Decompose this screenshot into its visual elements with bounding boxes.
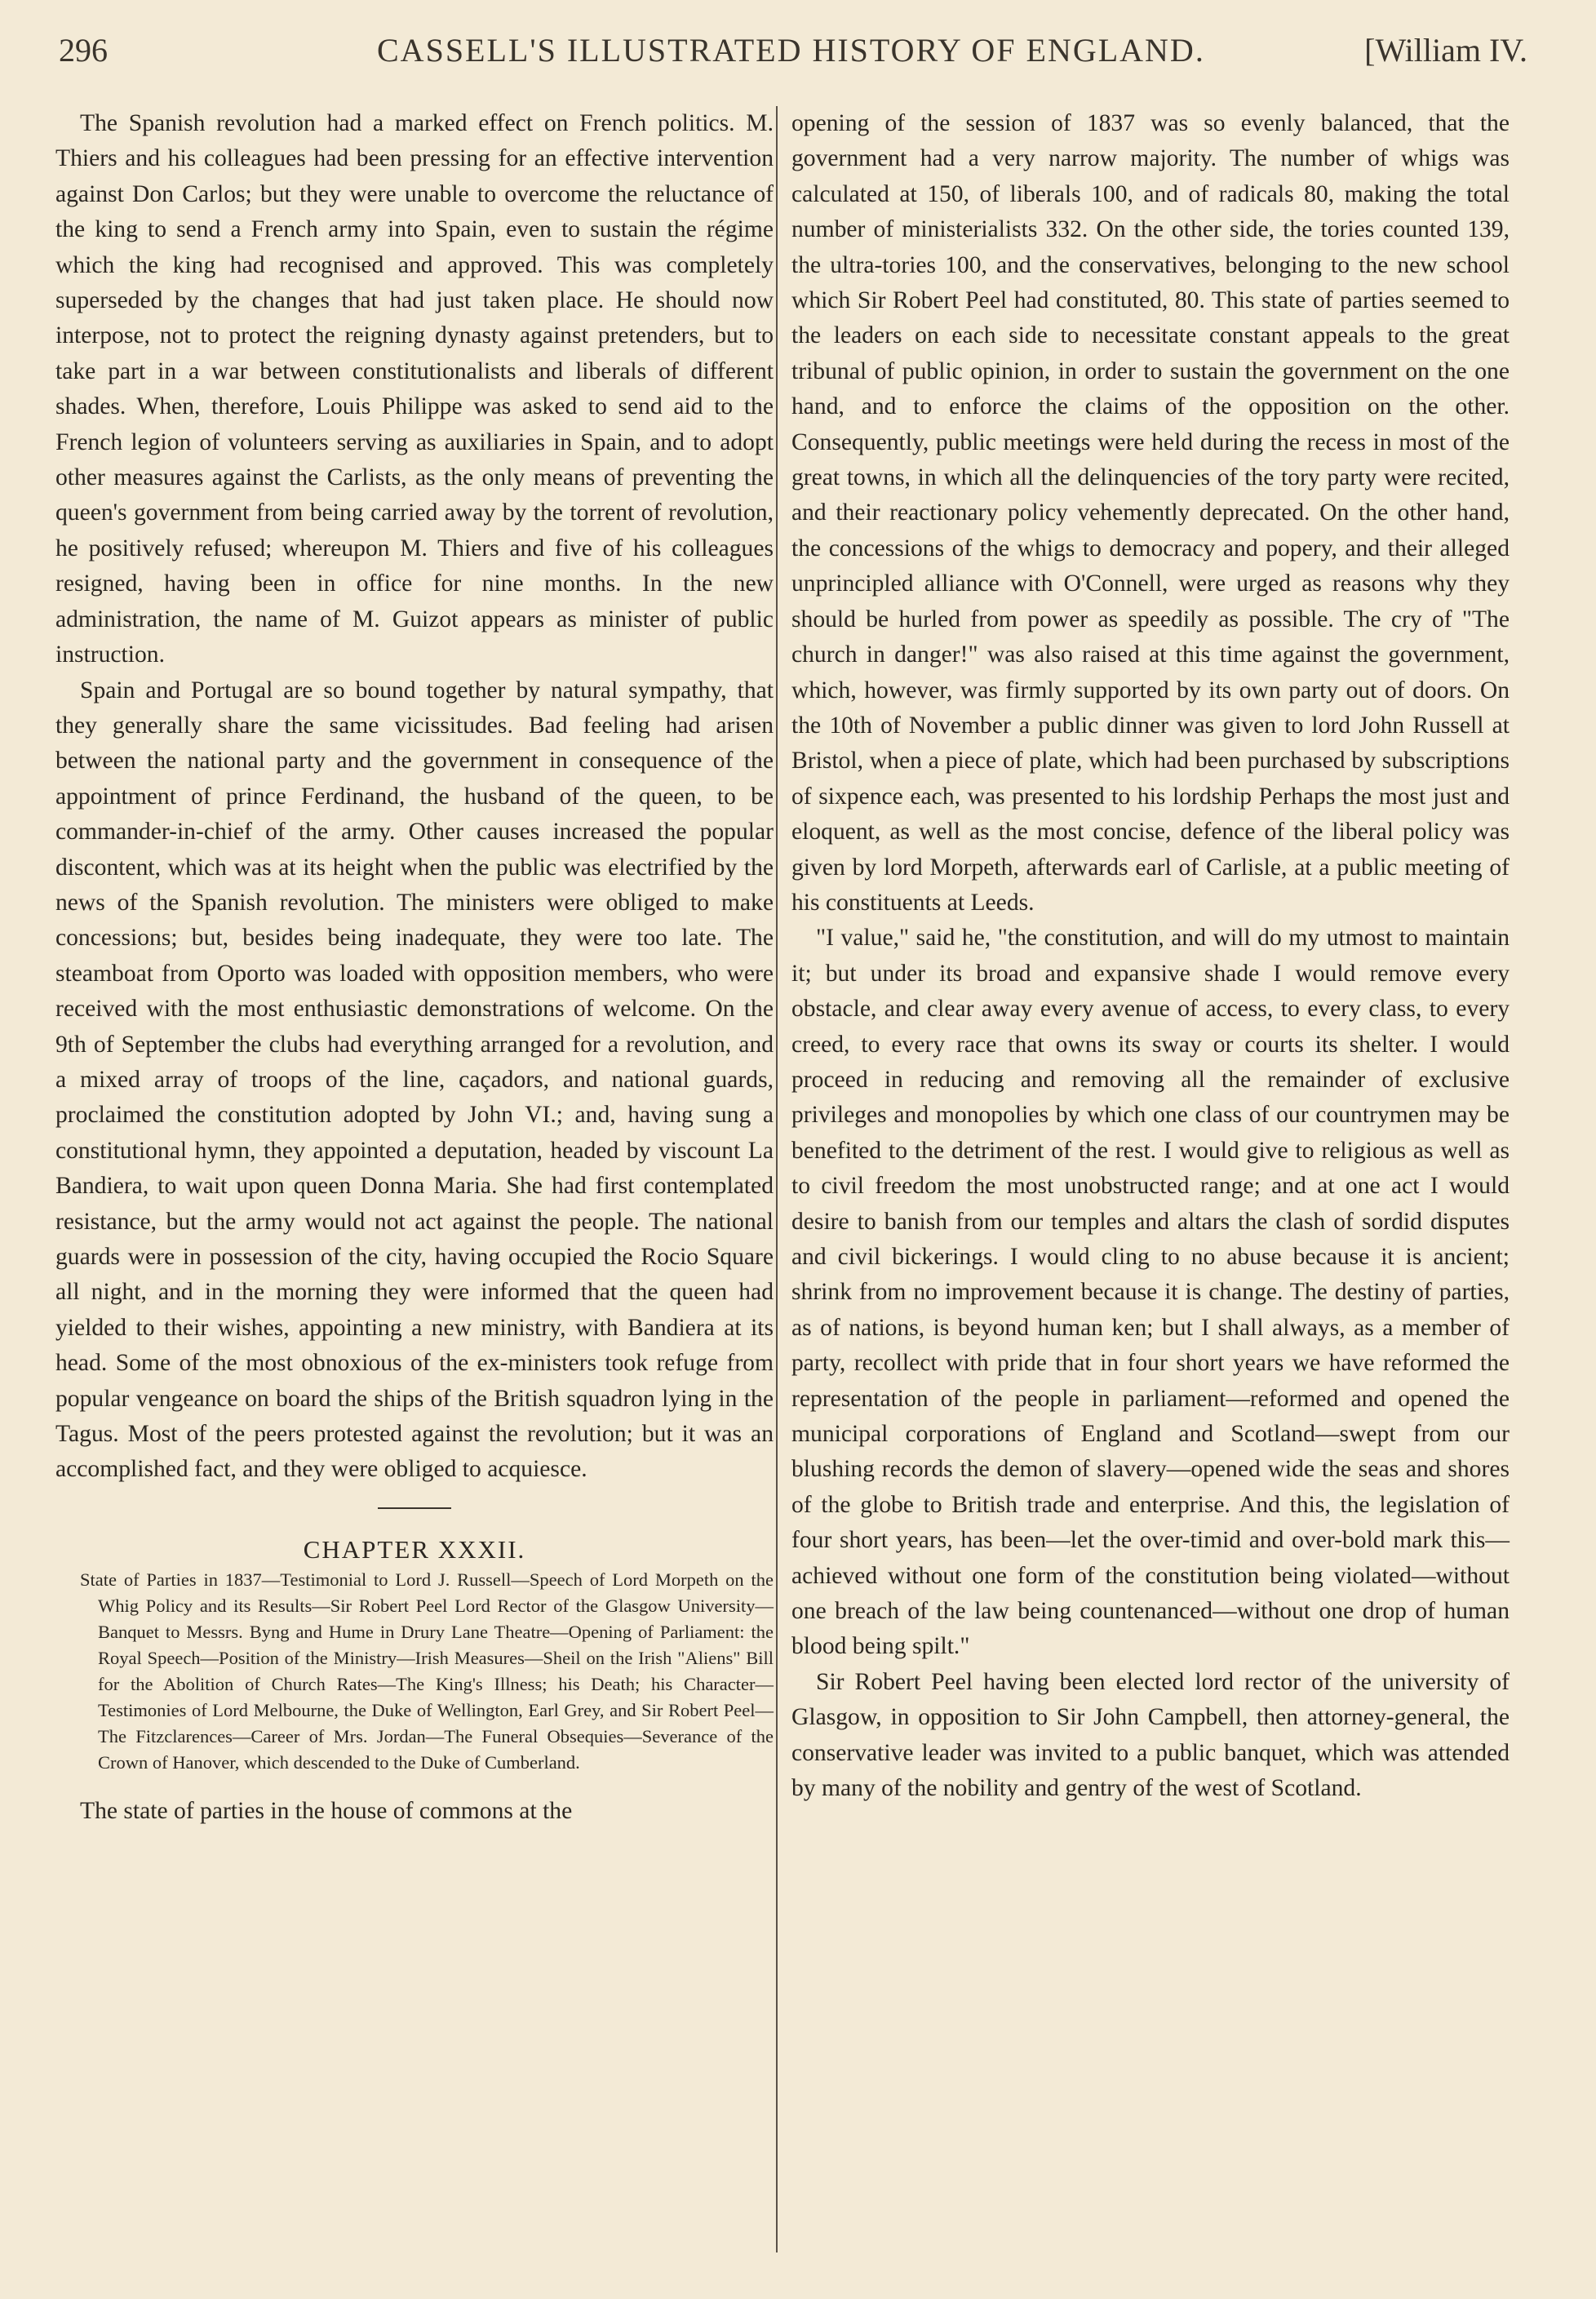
running-header (59, 31, 1527, 80)
paragraph: The Spanish revolution had a marked effect on French politics. M. Thiers and his colleagues had been pressing for an effective intervention against Don Carlos; but they were unable to overcome the reluctance of the king to send a French army into Spain, even to sustain the régime which the king had recognised and approved. This was completely superseded by the changes that had just taken place. He should now interpose, not to protect the reigning dynasty against pretenders, but to take part in a war between constitutionalists and liberals of different shades. When, therefore, Louis Philippe was asked to send aid to the French legion of volunteers serving as auxiliaries in Spain, and to adopt other measures against the Carlists, as the only means of preventing the queen's government from being carried away by the torrent of revolution, he positively refused; whereupon M. Thiers and five of his colleagues resigned, having been in office for nine months. In the new administration, the name of M. Guizot appears as minister of public instruction. (55, 110, 774, 668)
section-rule (378, 1507, 451, 1509)
book-title: CASSELL'S ILLUSTRATED HISTORY OF ENGLAND. (377, 32, 1205, 69)
left-column (55, 106, 774, 1830)
section-label: [William IV. (1364, 32, 1527, 69)
column-divider (776, 106, 778, 2252)
paragraph: "I value," said he, "the constitution, and will do my utmost to maintain it; but under its broad and expansive shade I would remove every obstacle, and clear away every avenue of access, to every class, to every creed, to every race that owns its sway or courts its shelter. I would proceed in reducing and removing all the remainder of exclusive privileges and monopolies by which one class of our countrymen may be benefited to the detriment of the rest. I would give to religious as well as to civil freedom the most unobstructed range; and at one act I would desire to banish from our temples and altars the clash of sordid disputes and civil bickerings. I would cling to no abuse because it is ancient; shrink from no improvement because it is change. The destiny of parties, as of nations, is beyond human ken; but I shall always, as a member of party, recollect with pride that in four short years we have reformed the representation of the people in parliament—reformed and opened the municipal corporations of England and Scotland—swept from our blushing records the demon of slavery—opened wide the seas and shores of the globe to British trade and enterprise. And this, the legislation of four short years, has been—let the over-timid and over-bold mark this—achieved without one form of the constitution being violated—without one breach of the law being countenanced—without one drop of human blood being spilt." (791, 925, 1510, 1660)
paragraph: Sir Robert Peel having been elected lord rector of the university of Glasgow, in opposition to Sir John Campbell, then attorney-general, the conservative leader was invited to a public banquet, which was attended by many of the nobility and gentry of the west of Scotland. (791, 1668, 1510, 1802)
chapter-opening: The state of parties in the house of commons at the (80, 1798, 573, 1825)
paragraph: Spain and Portugal are so bound together by natural sympathy, that they generally share the same vicissitudes. Bad feeling had arisen between the national party and the government in consequence of the appointment of prince Ferdinand, the husband of the queen, to be commander-in-chief of the army. Other causes increased the popular discontent, which was at its height when the public was electrified by the news of the Spanish revolution. The ministers were obliged to make concessions; but, besides being inadequate, they were too late. The steamboat from Oporto was loaded with opposition members, who were received with the most enthusiastic demonstrations of welcome. On the 9th of September the clubs had everything arranged for a revolution, and a mixed array of troops of the line, caçadors, and national guards, proclaimed the constitution adopted by John VI.; and, having sung a constitutional hymn, they appointed a deputation, headed by viscount La Bandiera, to wait upon queen Donna Maria. She had first contemplated resistance, but the army would not act against the people. The national guards were in possession of the city, having occupied the Rocio Square all night, and in the morning they were informed that the queen had yielded to their wishes, appointing a new ministry, with Bandiera at its head. Some of the most obnoxious of the ex-ministers took refuge from popular vengeance on board the ships of the British squadron lying in the Tagus. Most of the peers protested against the revolution; but it was an accomplished fact, and they were obliged to acquiesce. (55, 677, 774, 1483)
right-column (791, 106, 1510, 1807)
page-number: 296 (59, 32, 108, 69)
chapter-summary: State of Parties in 1837—Testimonial to Lord J. Russell—Speech of Lord Morpeth on the Whig Policy and its Results—Sir Robert Peel Lord Rector of the Glasgow University—Banquet to Messrs. Byng and Hume in Drury Lane Theatre—Opening of Parliament: the Royal Speech—Position of the Ministry—Irish Measures—Sheil on the Irish "Aliens" Bill for the Abolition of Church Rates—The King's Illness; his Death; his Character—Testimonies of Lord Melbourne, the Duke of Wellington, Earl Grey, and Sir Robert Peel—The Fitzclarences—Career of Mrs. Jordan—The Funeral Obsequies—Severance of the Crown of Hanover, which descended to the Duke of Cumberland. (80, 1569, 774, 1773)
chapter-title: CHAPTER XXXII. (303, 1534, 526, 1564)
paragraph: opening of the session of 1837 was so evenly balanced, that the government had a very narrow majority. The number of whigs was calculated at 150, of liberals 100, and of radicals 80, making the total number of ministerialists 332. On the other side, the tories counted 139, the ultra-tories 100, and the conservatives, belonging to the new school which Sir Robert Peel had constituted, 80. This state of parties seemed to the leaders on each side to necessitate constant appeals to the great tribunal of public opinion, in order to sustain the government on the one hand, and to enforce the claims of the opposition on the other. Consequently, public meetings were held during the recess in most of the great towns, in which all the delinquencies of the tory party were recited, and their reactionary policy vehemently deprecated. On the other hand, the concessions of the whigs to democracy and popery, and their alleged unprincipled alliance with O'Connell, were urged as reasons why they should be hurled from power as speedily as possible. The cry of "The church in danger!" was also raised at this time against the government, which, however, was firmly supported by its own party out of doors. On the 10th of November a public dinner was given to lord John Russell at Bristol, when a piece of plate, which had been purchased by subscriptions of sixpence each, was presented to his lordship Perhaps the most just and eloquent, as well as the most concise, defence of the liberal policy was given by lord Morpeth, afterwards earl of Carlisle, at a public meeting of his constituents at Leeds. (791, 110, 1510, 916)
